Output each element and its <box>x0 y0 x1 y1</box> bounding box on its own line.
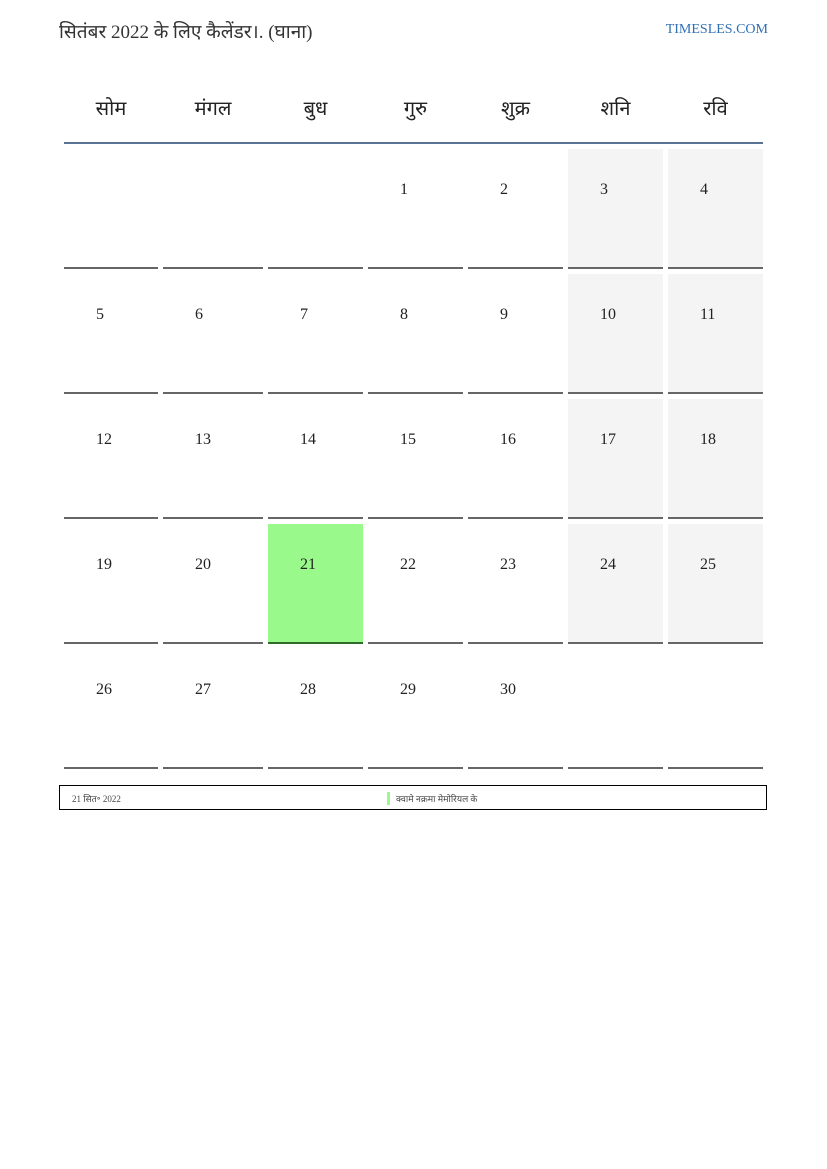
day-cell-weekend[interactable] <box>568 524 663 644</box>
day-number: 21 <box>300 556 316 573</box>
day-cell[interactable] <box>163 149 263 269</box>
day-cell[interactable] <box>468 274 563 394</box>
week-row <box>64 149 763 269</box>
day-number: 20 <box>195 556 211 573</box>
day-number: 4 <box>700 181 708 198</box>
day-cell-weekend[interactable] <box>668 524 763 644</box>
day-number: 12 <box>96 431 112 448</box>
day-cell[interactable] <box>268 274 363 394</box>
week-row <box>64 274 763 394</box>
day-number: 29 <box>400 681 416 698</box>
day-number: 25 <box>700 556 716 573</box>
day-number: 16 <box>500 431 516 448</box>
day-cell[interactable] <box>64 149 158 269</box>
day-cell-weekend[interactable] <box>568 149 663 269</box>
weekday-sat: शनि <box>600 97 631 120</box>
day-number: 1 <box>400 181 408 198</box>
day-cell[interactable] <box>64 524 158 644</box>
footer-date: 21 सित॰ 2022 <box>72 794 121 804</box>
day-number: 27 <box>195 681 211 698</box>
weekday-mon: सोम <box>95 97 127 120</box>
day-cell[interactable] <box>468 649 563 769</box>
day-number: 3 <box>600 181 608 198</box>
day-number: 7 <box>300 306 308 323</box>
weekday-thu: गुरु <box>403 97 428 120</box>
day-cell[interactable] <box>64 399 158 519</box>
day-number: 23 <box>500 556 516 573</box>
day-cell[interactable] <box>64 274 158 394</box>
day-number: 5 <box>96 306 104 323</box>
day-number: 2 <box>500 181 508 198</box>
day-number: 22 <box>400 556 416 573</box>
calendar-grid <box>64 72 763 774</box>
day-cell-weekend[interactable] <box>568 274 663 394</box>
footer-event: क्वामे नक्रमा मेमोरियल के <box>387 792 477 805</box>
day-cell[interactable] <box>468 399 563 519</box>
day-cell-weekend[interactable] <box>668 399 763 519</box>
day-number: 11 <box>700 306 716 323</box>
day-number: 26 <box>96 681 112 698</box>
day-cell[interactable] <box>468 524 563 644</box>
weekday-sun: रवि <box>703 97 728 120</box>
day-cell-weekend[interactable] <box>668 149 763 269</box>
weeks <box>64 149 763 769</box>
day-cell-highlighted[interactable] <box>268 524 363 644</box>
day-number: 30 <box>500 681 516 698</box>
day-number: 15 <box>400 431 416 448</box>
day-cell[interactable] <box>163 649 263 769</box>
events-footer <box>59 785 767 810</box>
day-number: 14 <box>300 431 316 448</box>
day-number: 24 <box>600 556 616 573</box>
day-cell[interactable] <box>268 649 363 769</box>
day-number: 28 <box>300 681 316 698</box>
weekday-fri: शुक्र <box>501 97 530 120</box>
weekday-wed: बुध <box>303 97 328 120</box>
day-cell[interactable] <box>163 524 263 644</box>
day-cell[interactable] <box>163 274 263 394</box>
day-number: 6 <box>195 306 203 323</box>
page-title: सितंबर 2022 के लिए कैलेंडर।. (घाना) <box>59 22 313 43</box>
day-cell[interactable] <box>268 399 363 519</box>
weekday-tue: मंगल <box>194 97 232 120</box>
day-number: 8 <box>400 306 408 323</box>
day-cell[interactable] <box>468 149 563 269</box>
week-row <box>64 524 763 644</box>
week-row <box>64 649 763 769</box>
week-row <box>64 399 763 519</box>
day-number: 9 <box>500 306 508 323</box>
day-cell-weekend[interactable] <box>668 274 763 394</box>
day-number: 17 <box>600 431 616 448</box>
day-cell[interactable] <box>368 399 463 519</box>
day-cell[interactable] <box>368 649 463 769</box>
site-link[interactable]: TIMESLES.COM <box>665 22 768 37</box>
day-cell-empty <box>668 649 763 769</box>
weekday-header-row <box>64 72 763 144</box>
day-number: 10 <box>600 306 616 323</box>
day-number: 18 <box>700 431 716 448</box>
day-cell[interactable] <box>368 524 463 644</box>
day-cell-weekend[interactable] <box>568 399 663 519</box>
day-number: 19 <box>96 556 112 573</box>
day-cell[interactable] <box>163 399 263 519</box>
day-cell[interactable] <box>368 149 463 269</box>
day-cell[interactable] <box>368 274 463 394</box>
day-number: 13 <box>195 431 211 448</box>
day-cell[interactable] <box>64 649 158 769</box>
day-cell[interactable] <box>268 149 363 269</box>
day-cell-empty <box>568 649 663 769</box>
